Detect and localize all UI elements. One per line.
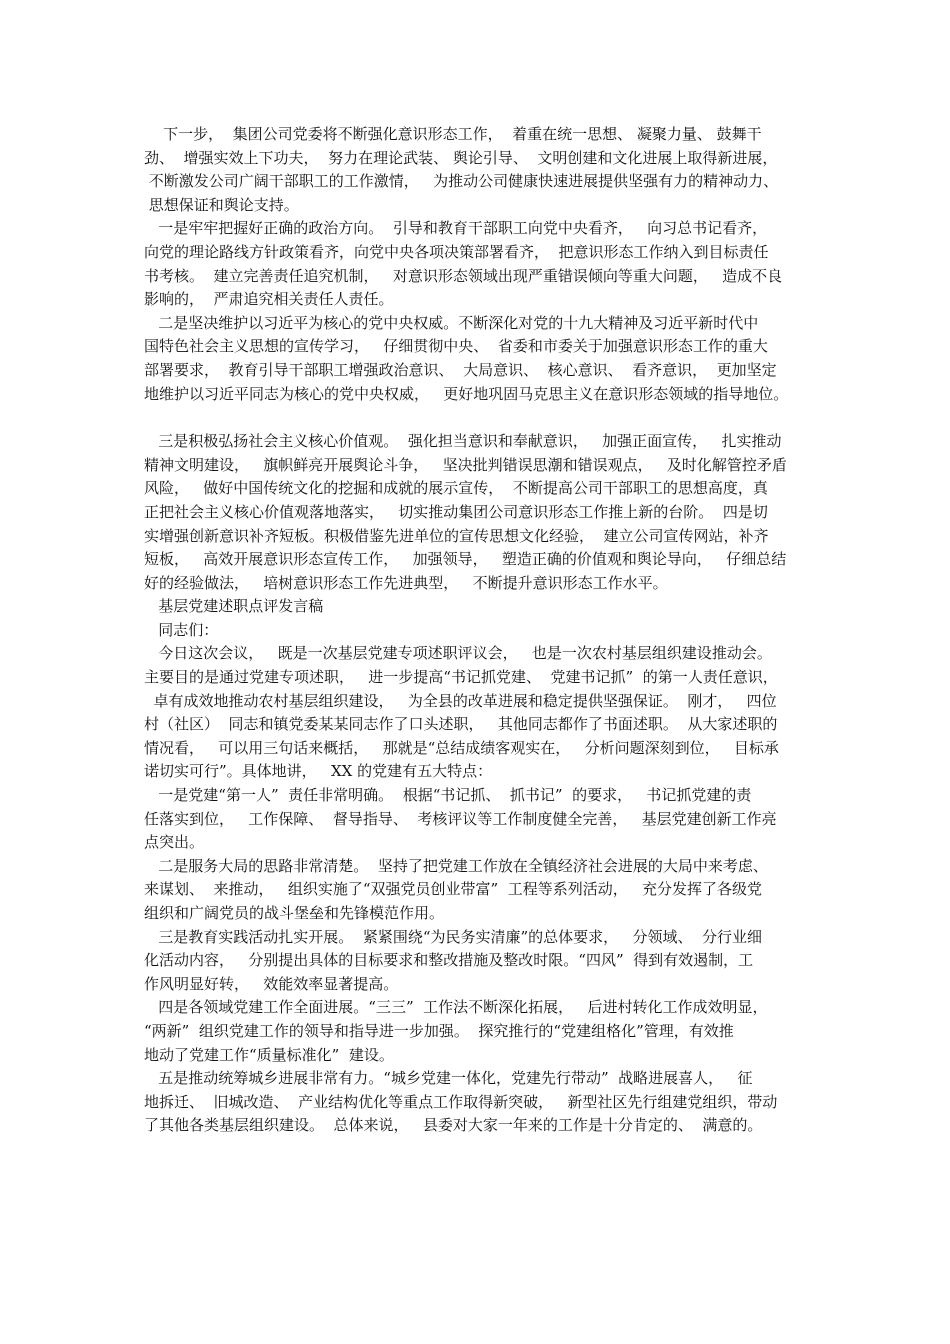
text-line: 一是党建“第一人” 责任非常明确。 根据“书记抓、 抓书记” 的要求， 书记抓党建的责 <box>144 786 752 805</box>
paragraph <box>144 1067 824 1138</box>
text-line: 三是积极弘扬社会主义核心价值观。 强化担当意识和奉献意识， 加强正面宣传， 扎实推动 <box>144 432 782 451</box>
text-line: 卓有成效地推动农村基层组织建设， 为全县的改革进展和稳定提供坚强保证。 刚才， 四位 <box>144 691 777 710</box>
paragraph <box>144 123 824 217</box>
text-line: 精神文明建设， 旗帜鲜亮开展舆论斗争， 坚决批判错误思潮和错误观点， 及时化解管控矛盾 <box>144 455 787 474</box>
text-line: 短板， 高效开展意识形态宣传工作， 加强领导， 塑造正确的价值观和舆论导向， 仔细总结 <box>144 550 787 569</box>
text-line: 五是推动统筹城乡进展非常有力。“城乡党建一体化，党建先行带动” 战略进展喜人， 征 <box>144 1069 753 1088</box>
text-line: 化活动内容， 分别提出具体的目标要求和整改措施及整改时限。“四风” 得到有效遏制，工 <box>144 951 754 970</box>
text-line: 今日这次会议， 既是一次基层党建专项述职评议会， 也是一次农村基层组织建设推动会。 <box>144 644 772 663</box>
text-line: 地拆迁、 旧城改造、 产业结构优化等重点工作取得新突破， 新型社区先行组建党组织，带动 <box>144 1092 778 1111</box>
paragraph <box>144 784 824 855</box>
text-line: 来谋划、 来推动， 组织实施了“双强党员创业带富” 工程等系列活动， 充分发挥了各级党 <box>144 880 763 899</box>
paragraph <box>144 217 824 311</box>
paragraph <box>144 926 824 997</box>
text-line: 同志们： <box>144 620 219 639</box>
text-line: 正把社会主义核心价值观落地落实， 切实推动集团公司意识形态工作推上新的台阶。 四是切 <box>144 502 768 521</box>
text-line: 二是服务大局的思路非常清楚。 坚持了把党建工作放在全镇经济社会进展的大局中来考虑、 <box>144 856 768 875</box>
text-line: 二是坚决维护以习近平为核心的党中央权威。不断深化对党的十九大精神及习近平新时代中 <box>144 313 759 332</box>
paragraph <box>144 619 824 643</box>
paragraph <box>144 855 824 926</box>
paragraph <box>144 996 824 1067</box>
text-line: 三是教育实践活动扎实开展。 紧紧围绕“为民务实清廉”的总体要求， 分领域、 分行业细 <box>144 927 763 946</box>
text-line: 村（社区） 同志和镇党委某某同志作了口头述职， 其他同志都作了书面述职。 从大家述职的 <box>144 715 778 734</box>
text-line: 好的经验做法， 培树意识形态工作先进典型， 不断提升意识形态工作水平。 <box>144 573 668 592</box>
text-line: 主要目的是通过党建专项述职， 进一步提高“书记抓党建、 党建书记抓” 的第一人责任意识， <box>144 668 778 687</box>
text-line: 地维护以习近平同志为核心的党中央权威， 更好地巩固马克思主义在意识形态领域的指导地位。 <box>144 384 789 403</box>
text-line: 实增强创新意识补齐短板。积极借鉴先进单位的宣传思想文化经验， 建立公司宣传网站，补齐 <box>144 526 769 545</box>
text-line: 不断激发公司广阔干部职工的工作激情， 为推动公司健康快速进展提供坚强有力的精神动力、 <box>144 172 779 191</box>
text-line: 点突出。 <box>144 833 205 852</box>
document-page <box>144 123 824 1138</box>
text-line: 作风明显好转， 效能效率显著提高。 <box>144 974 399 993</box>
text-line: 向党的理论路线方针政策看齐，向党中央各项决策部署看齐， 把意识形态工作纳入到目标责任 <box>144 242 769 261</box>
text-line: 书考核。 建立完善责任追究机制， 对意识形态领域出现严重错误倾向等重大问题， 造成不良 <box>144 266 783 285</box>
paragraph <box>144 595 824 619</box>
text-line: 组织和广阔党员的战斗堡垒和先锋模范作用。 <box>144 904 445 922</box>
text-line: 了其他各类基层组织建设。 总体来说， 县委对大家一年来的工作是十分肯定的、 满意的。 <box>144 1116 763 1135</box>
text-line: 风险， 做好中国传统文化的挖掘和成就的展示宣传， 不断提高公司干部职工的思想高度，真 <box>144 479 768 498</box>
text-line: 部署要求， 教育引导干部职工增强政治意识、 大局意识、 核心意识、 看齐意识， 更加坚定 <box>144 360 777 379</box>
paragraph-spacer <box>144 406 824 430</box>
text-line: 影响的， 严肃追究相关责任人责任。 <box>144 290 394 309</box>
text-line: 情况看， 可以用三句话来概括， 那就是“总结成绩客观实在， 分析问题深刻到位， 目标承 <box>144 738 779 757</box>
text-line: 基层党建述职点评发言稿 <box>144 597 324 616</box>
text-line: 一是牢牢把握好正确的政治方向。 引导和教育干部职工向党中央看齐， 向习总书记看齐， <box>144 219 768 238</box>
paragraph <box>144 312 824 406</box>
text-line: 诺切实可行”。具体地讲， XX 的党建有五大特点： <box>144 762 493 781</box>
text-line: 国特色社会主义思想的宣传学习， 仔细贯彻中央、 省委和市委关于加强意识形态工作的重大 <box>144 337 768 356</box>
text-line: “两新” 组织党建工作的领导和指导进一步加强。 探究推行的“党建组格化”管理，有效推 <box>144 1021 734 1040</box>
text-line: 下一步， 集团公司党委将不断强化意识形态工作， 着重在统一思想、 凝聚力量、 鼓舞干 <box>144 125 762 143</box>
text-line: 思想保证和舆论支持。 <box>144 195 299 214</box>
text-line: 四是各领域党建工作全面进展。“三三” 工作法不断深化拓展， 后进村转化工作成效明显， <box>144 998 768 1017</box>
paragraph <box>144 642 824 784</box>
text-line: 劲、 增强实效上下功夫， 努力在理论武装、 舆论引导、 文明创建和文化进展上取得新进展， <box>144 148 778 167</box>
paragraph <box>144 430 824 595</box>
text-line: 地动了党建工作“质量标准化” 建设。 <box>144 1045 394 1064</box>
text-line: 任落实到位， 工作保障、 督导指导、 考核评议等工作制度健全完善， 基层党建创新工作亮 <box>144 809 777 828</box>
